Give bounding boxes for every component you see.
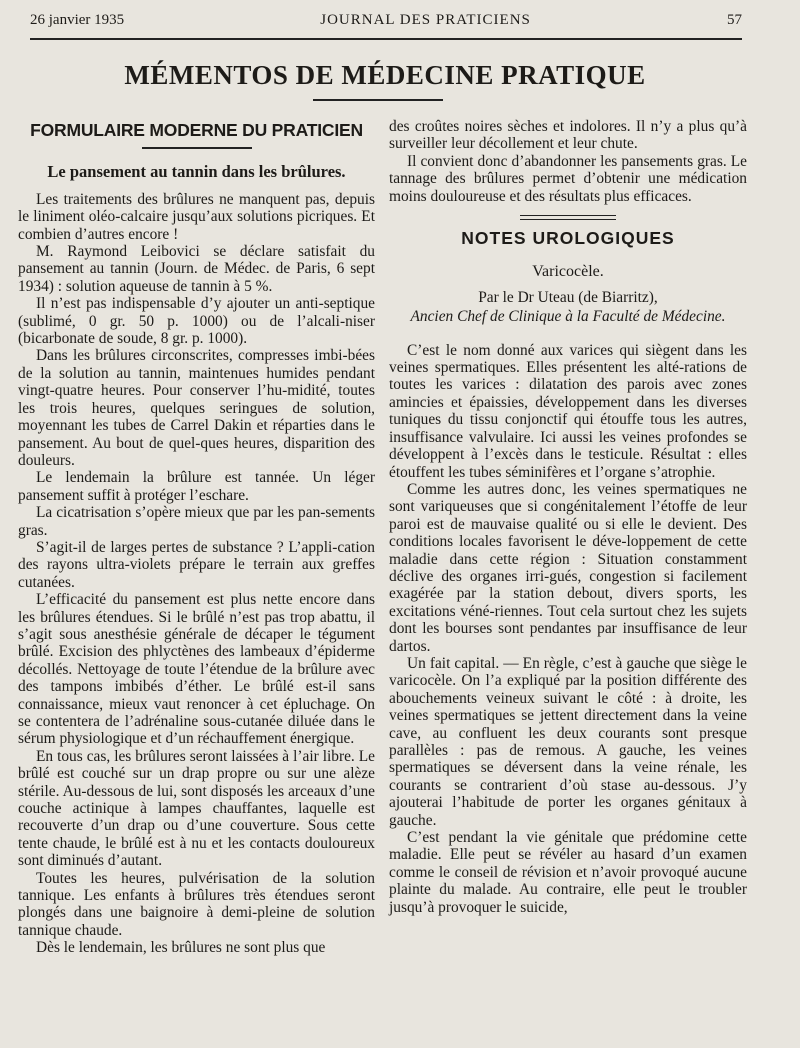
section-title-notes-urologiques: NOTES UROLOGIQUES xyxy=(461,228,675,249)
paragraph: des croûtes noires sèches et indolores. Il n’y a plus qu’à surveiller leur décollement et leur chute. xyxy=(389,118,747,153)
right-column xyxy=(389,118,747,916)
running-header xyxy=(30,12,742,34)
paragraph: M. Raymond Leibovici se déclare satisfait du pansement au tannin (Journ. de Médec. de Paris, 6 sept 1934) : solution aqueuse de tannin à 5 %. xyxy=(18,243,375,295)
section-title-formulaire: FORMULAIRE MODERNE DU PRATICIEN xyxy=(30,120,363,140)
author-byline: Par le Dr Uteau (de Biarritz), xyxy=(478,288,658,306)
paragraph: Dans les brûlures circonscrites, compresses imbi-bées de la solution au tannin, maintenues humides pendant vingt-quatre heures. Pour conserver l’hu-midité, toutes les trois heures, quelques seringues de solution, moyennant les tubes de Carrel Dakin et réparties dans le pansement. Au bout de quel-ques heures, disparition des douleurs. xyxy=(18,347,375,469)
paragraph: Dès le lendemain, les brûlures ne sont plus que xyxy=(36,939,326,957)
title-rule xyxy=(313,99,443,101)
issue-date: 26 janvier 1935 xyxy=(30,12,125,28)
author-affiliation: Ancien Chef de Clinique à la Faculté de Médecine. xyxy=(410,308,726,326)
paragraph: En tous cas, les brûlures seront laissées à l’air libre. Le brûlé est couché sur un drap propre ou sur une alèze stérile. Au-dessous de lui, sont disposés les arceaux d’une couche actinique à lampes chauffantes, laquelle est recouverte d’un drap ou d’une couverture. Sous cette tente chaude, le brûlé est à nu et les contacts douloureux sont diminués d’autant. xyxy=(18,747,375,870)
article-title-tannin: Le pansement au tannin dans les brûlures. xyxy=(47,162,346,182)
section-double-rule xyxy=(520,215,616,220)
paragraph: C’est pendant la vie génitale que prédomine cette maladie. Elle peut se révéler au hasard d’un examen comme le conseil de révision et n’avoir provoqué aucune plainte du malade. Au contraire, elle peut le troubler jusqu’à provoquer le suicide, xyxy=(389,829,747,916)
paragraph: L’efficacité du pansement est plus nette encore dans les brûlures étendues. Si le brûlé n’est pas trop abattu, il s’agit sous anesthésie générale de décaper le tégument brûlé. Excision des phlyctènes des lambeaux d’épiderme décollés. Nettoyage de toute l’étendue de la brûlure avec des tampons imbibés d’éther. Le brûlé est-il sans connaissance, mieux vaut renoncer à cet épluchage. On se contentera de l’adrénaline sous-cutanée diluée dans le sérum physiologique et d’un réchauffement énergique. xyxy=(18,591,375,748)
journal-name: JOURNAL DES PRATICIENS xyxy=(320,12,531,28)
article-title-varicocele: Varicocèle. xyxy=(532,263,604,281)
paragraph: Toutes les heures, pulvérisation de la solution tannique. Les enfants à brûlures très étendues seront plongés dans une baignoire à demi-pleine de solution tannique chaude. xyxy=(18,869,375,939)
header-rule xyxy=(30,38,742,40)
left-column xyxy=(18,118,375,957)
paragraph: S’agit-il de larges pertes de substance ? L’appli-cation des rayons ultra-violets prépare le terrain aux greffes cutanées. xyxy=(18,538,375,591)
paragraph: Il n’est pas indispensable d’y ajouter un anti-septique (sublimé, 0 gr. 50 p. 1000) ou de l’alcali-niser (bicarbonate de soude, 8 gr. p. 1000). xyxy=(18,295,375,348)
page-number: 57 xyxy=(726,12,742,28)
paragraph: Les traitements des brûlures ne manquent pas, depuis le liniment oléo-calcaire jusqu’aux solutions picriques. Et combien d’autres encore ! xyxy=(18,190,375,243)
paragraph: Le lendemain la brûlure est tannée. Un léger pansement suffit à protéger l’eschare. xyxy=(18,469,375,504)
paragraph: Un fait capital. — En règle, c’est à gauche que siège le varicocèle. On l’a expliqué par la position différente des abouchements veineux suivant le côté : à droite, les veines spermatiques se jettent directement dans la veine cave, au confluent les deux courants sont presque parallèles : pas de remous. A gauche, les veines spermatiques se déversent dans la veine rénale, les courants se contrarient d’où stase au-dessous. J’y ajouterai l’habitude de porter les organes génitaux à gauche. xyxy=(389,654,747,829)
paragraph: Il convient donc d’abandonner les pansements gras. Le tannage des brûlures permet d’obtenir une médication moins douloureuse et des résultats plus efficaces. xyxy=(389,152,747,205)
paragraph: Comme les autres donc, les veines spermatiques ne sont variqueuses que si congénitalement l’étoffe de leur paroi est de mauvaise qualité ou si elle le devient. Des conditions locales favorisent le déve-loppement de cette maladie dans cette région : Situation constamment déclive des organes irri-gués, congestion si facilement exagérée par la station debout, divers sports, les excitations véné-riennes. Tout cela surtout chez les sujets dont les bourses sont pendantes par insuffisance de leur dartos. xyxy=(389,480,747,655)
paragraph: C’est le nom donné aux varices qui siègent dans les veines spermatiques. Elles présentent les alté-rations de toutes les varices : dilatation des parois avec zones amincies et épaissies, développement dans les diverses tuniques du tissu conjonctif qui étouffe tous les autres, insuffisance valvulaire. Ici aussi les veines profondes se développent à l’excès dans le testicule. Résultat : elles étouffent les tubes séminifères et l’organe s’atrophie. xyxy=(389,341,747,481)
paragraph: La cicatrisation s’opère mieux que par les pan-sements gras. xyxy=(18,504,375,539)
page-title: MÉMENTOS DE MÉDECINE PRATIQUE xyxy=(124,60,646,90)
section-rule xyxy=(142,147,252,149)
